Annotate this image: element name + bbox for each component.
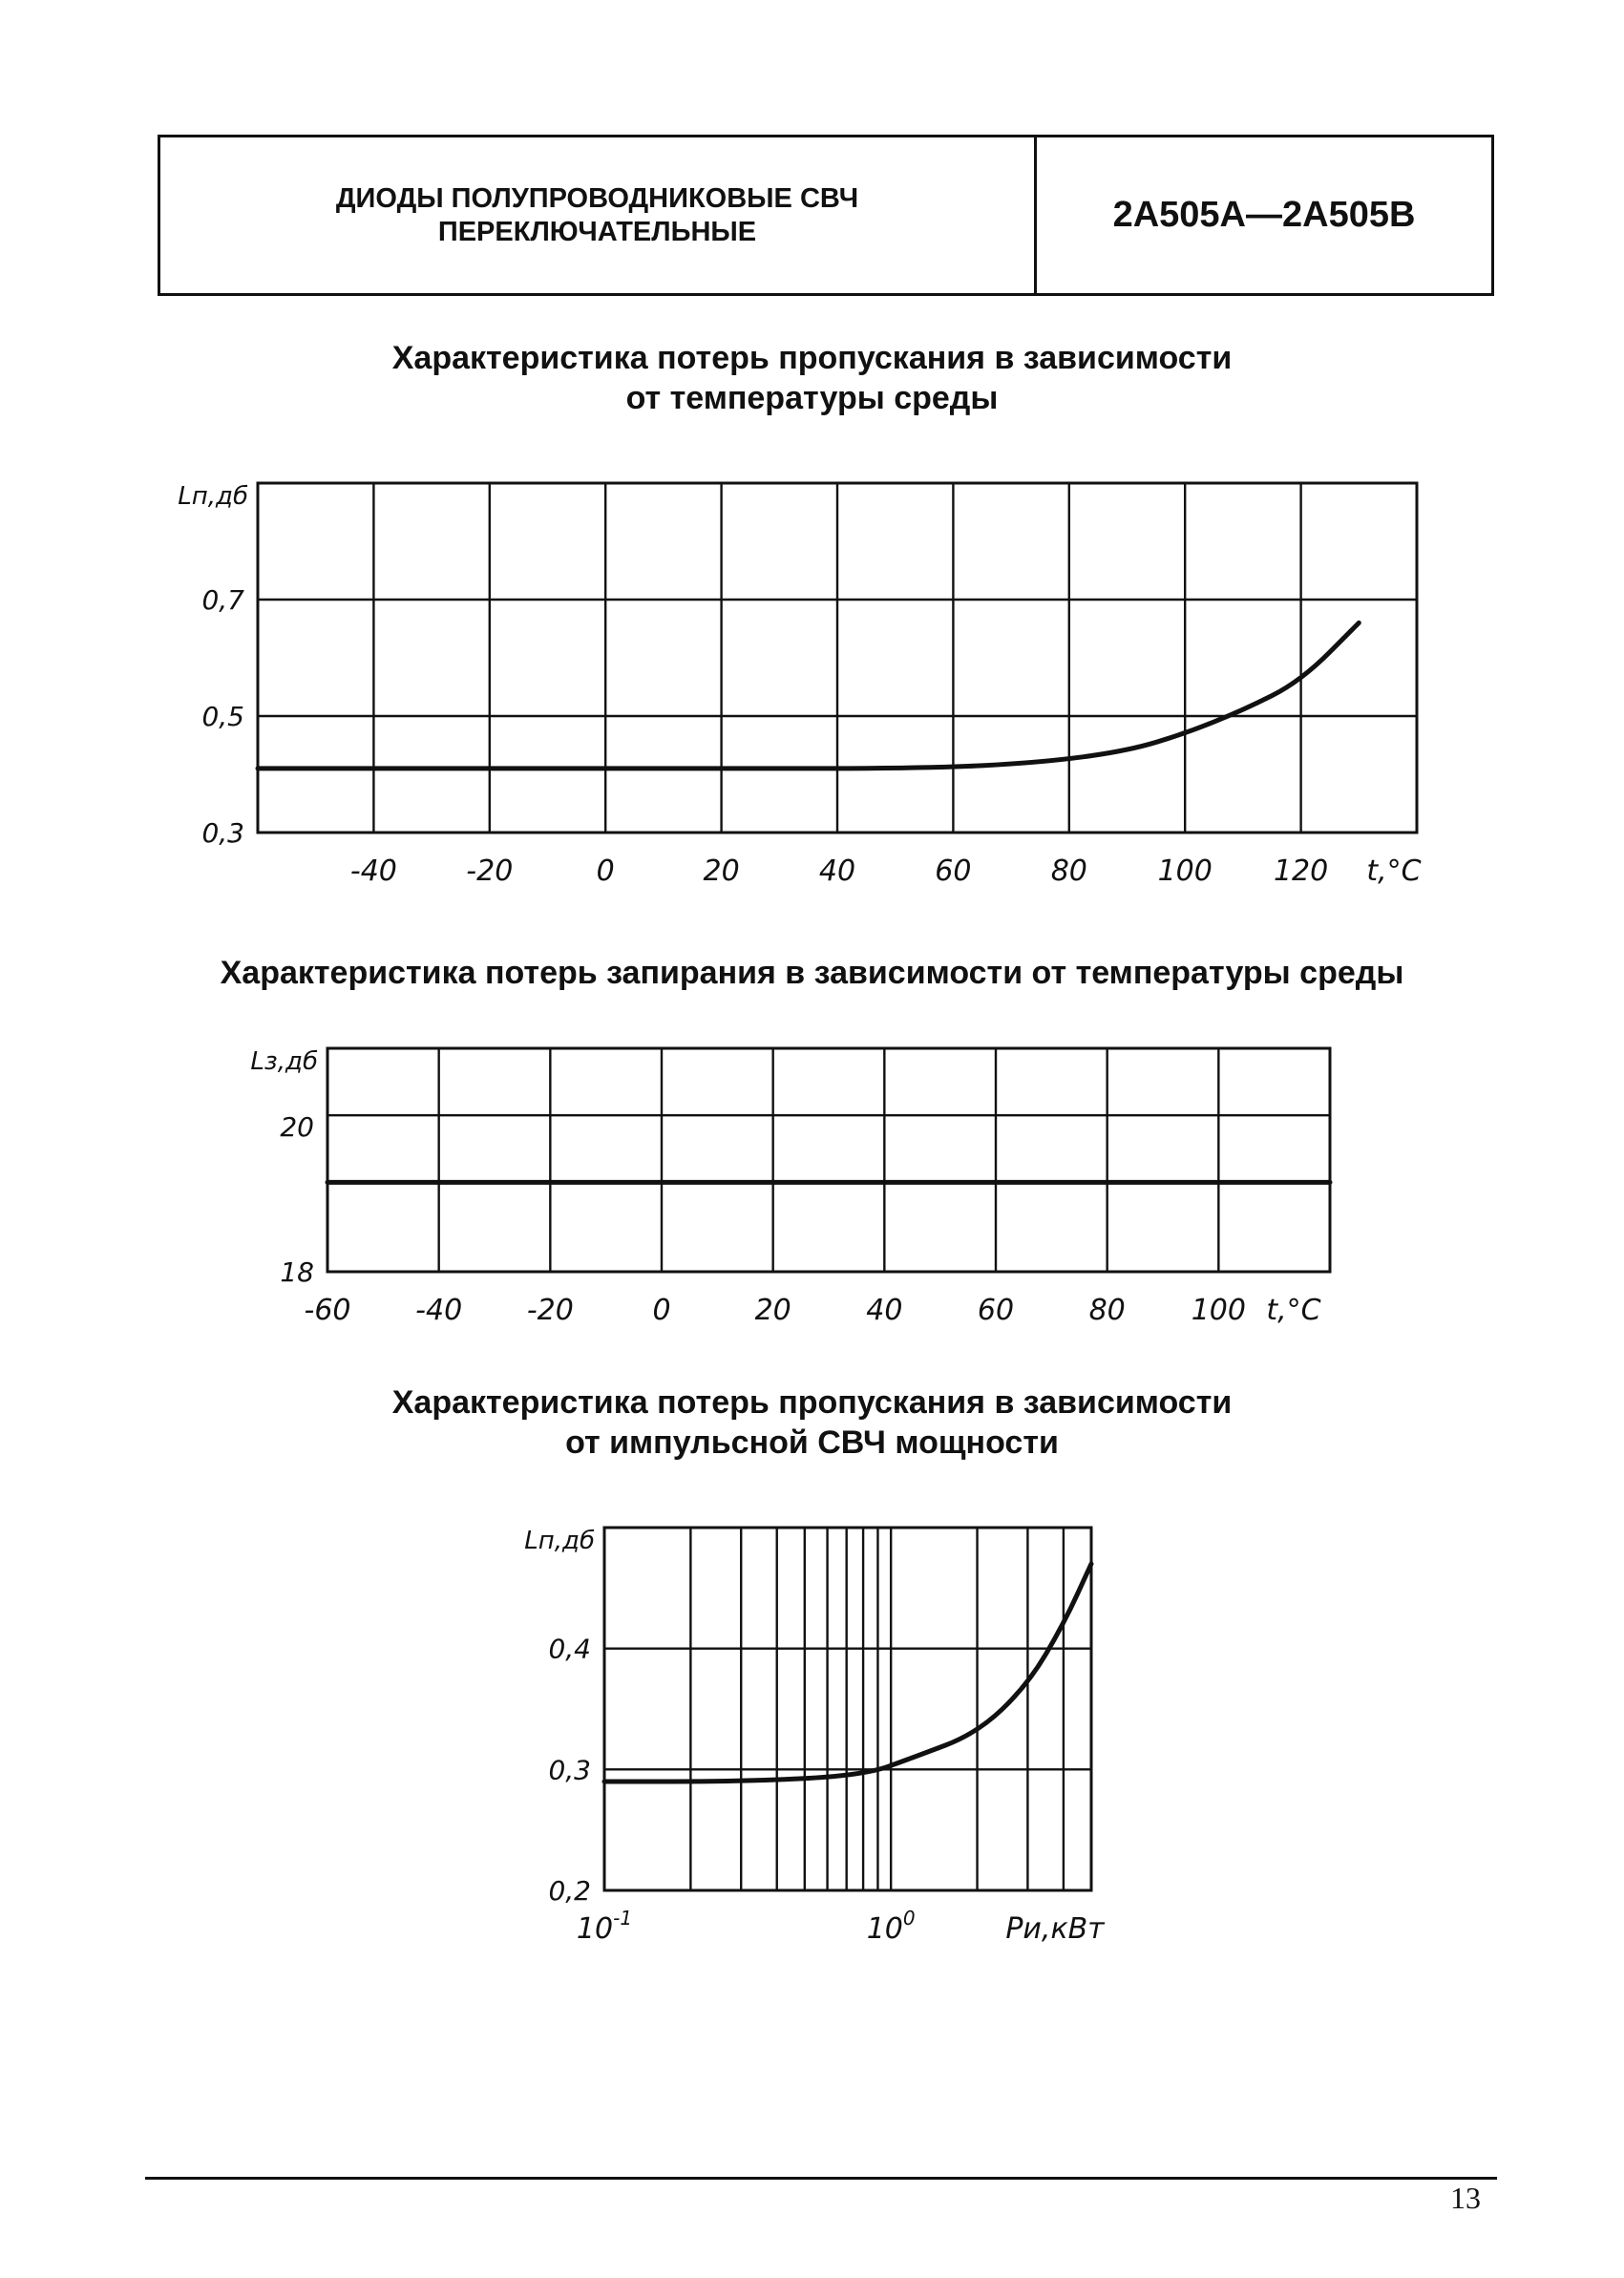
chart3-x-tick-label: $10^{-1}$ — [576, 1907, 633, 1946]
chart1-x-tick-label: 40 — [818, 854, 856, 888]
chart1-x-tick-label: -40 — [349, 854, 397, 888]
chart2-frame — [327, 1048, 1330, 1272]
chart2-y-tick-label: 18 — [280, 1256, 314, 1288]
header-title-line1: ДИОДЫ ПОЛУПРОВОДНИКОВЫЕ СВЧ — [335, 182, 859, 214]
footer-line — [145, 2177, 1497, 2180]
chart1-x-tick-label: 0 — [596, 854, 615, 888]
chart1-x-tick-label: 100 — [1157, 854, 1213, 888]
chart2-y-tick-label: 20 — [280, 1110, 314, 1143]
header-model: 2А505А—2А505В — [1112, 195, 1416, 235]
chart3-y-axis-label: Lп,дб — [524, 1527, 595, 1555]
chart2-x-tick-label: -60 — [304, 1294, 351, 1327]
chart1-x-tick-label: -20 — [466, 854, 514, 888]
chart1-title-line2: от температуры среды — [625, 380, 999, 416]
chart3-y-tick-label: 0,3 — [548, 1754, 591, 1786]
chart1-x-tick-label: 20 — [703, 854, 740, 888]
chart2-x-tick-label: 20 — [754, 1294, 791, 1327]
chart2-x-tick-label: 100 — [1191, 1294, 1246, 1327]
chart1-x-axis-label: t,°C — [1366, 854, 1422, 888]
chart3-y-tick-label: 0,2 — [548, 1875, 591, 1907]
chart2-x-tick-label: -20 — [526, 1294, 574, 1327]
chart2-x-tick-label: 0 — [652, 1294, 671, 1327]
chart1-series-line — [258, 622, 1359, 769]
chart1-y-axis-label: Lп,дб — [178, 482, 248, 511]
chart3-y-tick-label: 0,4 — [548, 1633, 591, 1665]
chart3-title — [0, 1382, 1624, 1463]
chart2-y-axis-label: Lз,дб — [250, 1047, 318, 1076]
chart3-frame — [604, 1528, 1091, 1890]
chart1-title-line1: Характеристика потерь пропускания в зависимости — [391, 340, 1233, 376]
chart1-x-tick-label: 120 — [1273, 854, 1329, 888]
chart2-x-axis-label: t,°C — [1266, 1294, 1321, 1327]
chart3-title-line1: Характеристика потерь пропускания в зависимости — [391, 1384, 1233, 1421]
chart1-x-tick-label: 60 — [935, 854, 972, 888]
chart3-x-axis-label: Pи,кВт — [1005, 1912, 1105, 1946]
chart1-y-tick-label: 0,3 — [201, 817, 244, 849]
chart2-x-tick-label: -40 — [415, 1294, 463, 1327]
page-number: 13 — [1450, 2181, 1481, 2215]
chart1-y-tick-label: 0,5 — [201, 701, 244, 732]
chart3-series-line — [604, 1564, 1091, 1782]
header-title-line2: ПЕРЕКЛЮЧАТЕЛЬНЫЕ — [437, 216, 757, 247]
chart2-x-tick-label: 80 — [1088, 1294, 1126, 1327]
chart1-y-tick-label: 0,7 — [201, 584, 244, 616]
chart3-title-line2: от импульсной СВЧ мощности — [565, 1424, 1059, 1461]
chart1-x-tick-label: 80 — [1050, 854, 1087, 888]
chart2-x-tick-label: 60 — [977, 1294, 1015, 1327]
chart2-x-tick-label: 40 — [866, 1294, 903, 1327]
chart3-x-tick-label: $10^0$ — [866, 1907, 916, 1946]
chart2-title: Характеристика потерь запирания в зависимости от температуры среды — [220, 955, 1404, 991]
